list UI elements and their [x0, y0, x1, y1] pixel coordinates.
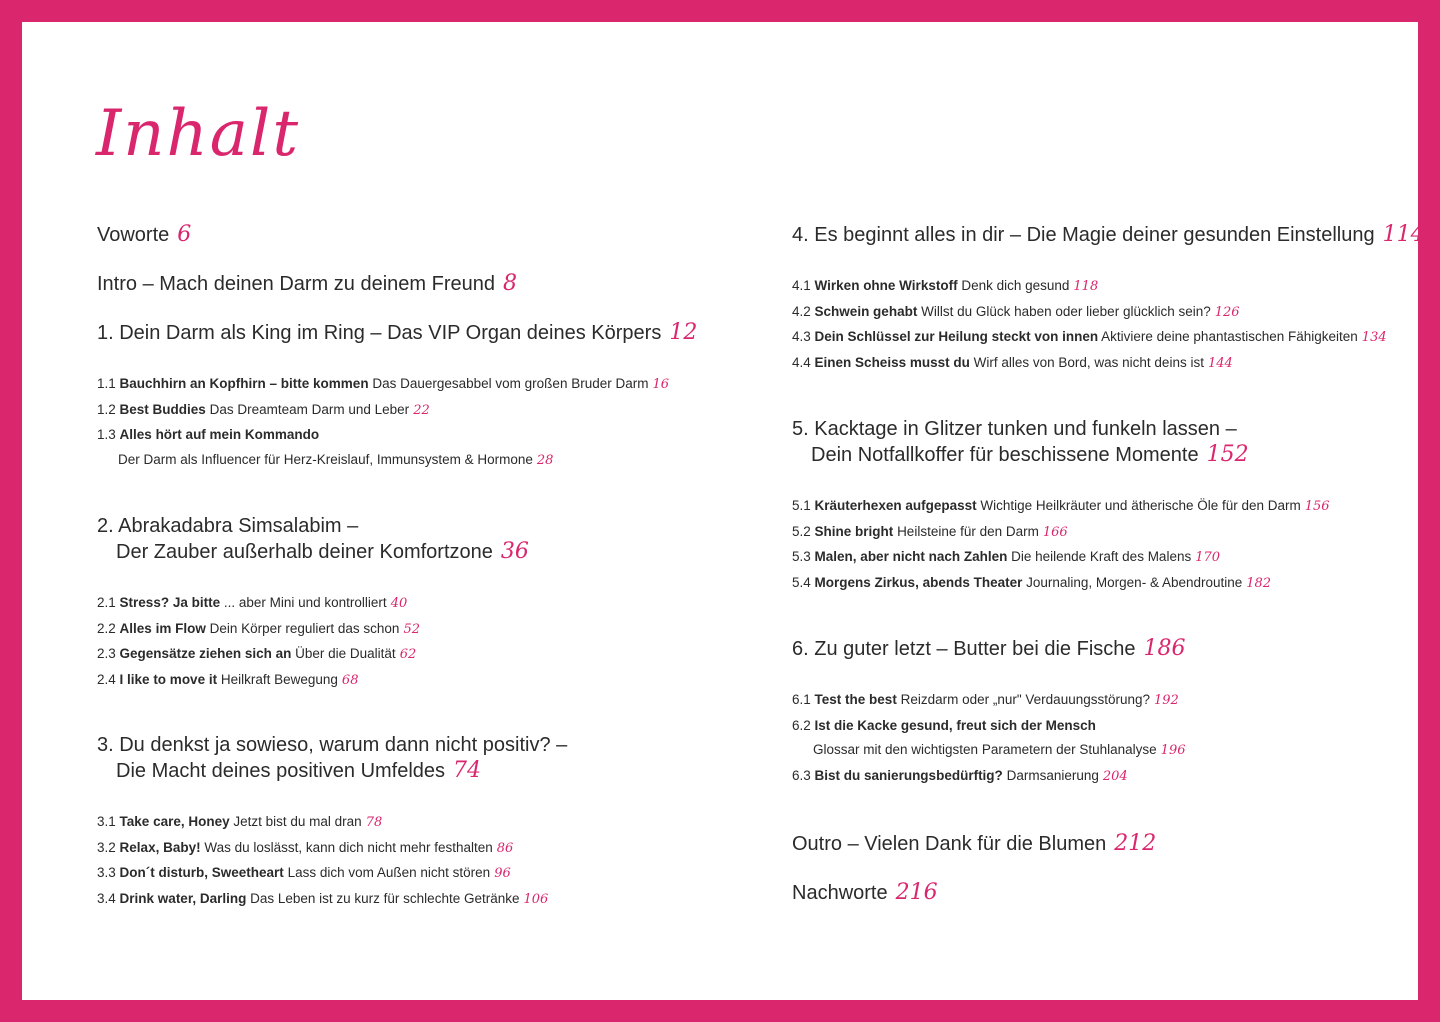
toc-section[interactable]	[792, 545, 1330, 571]
page-number: 86	[496, 840, 514, 856]
page-number: 28	[536, 452, 554, 468]
page-number: 114	[1382, 222, 1425, 247]
section-number: 6.2	[792, 717, 811, 733]
section-title: Bauchhirn an Kopfhirn – bitte kommen	[119, 376, 369, 391]
toc-entry-chapter-6[interactable]	[792, 636, 1186, 662]
chapter-5-sections	[792, 494, 1330, 596]
section-title: Shine bright	[814, 523, 894, 539]
section-subtitle: Der Darm als Influencer für Herz-Kreislauf, Immunsystem & Hormone	[118, 451, 533, 467]
page-number: 36	[500, 539, 529, 564]
toc-section[interactable]	[792, 325, 1387, 351]
section-title: Stress? Ja bitte	[119, 595, 221, 610]
page-number: 134	[1361, 330, 1387, 345]
toc-section[interactable]	[97, 836, 548, 862]
page-number: 68	[341, 672, 359, 688]
section-title: Schwein gehabt	[814, 303, 918, 319]
section-title: Wirken ohne Wirkstoff	[814, 278, 958, 293]
section-title: I like to move it	[119, 671, 218, 687]
section-subtitle: Das Leben ist zu kurz für schlechte Getränke	[250, 890, 520, 906]
section-subtitle: Wirf alles von Bord, was nicht deins ist	[973, 354, 1204, 370]
section-number: 4.1	[792, 278, 811, 293]
page-number: 156	[1304, 499, 1330, 514]
page-number: 212	[1114, 831, 1157, 856]
section-subtitle: Willst du Glück haben oder lieber glücklich sein?	[921, 303, 1211, 319]
page-number: 118	[1073, 279, 1099, 294]
page-number: 52	[403, 621, 420, 637]
toc-section[interactable]	[97, 861, 548, 887]
section-title: Ist die Kacke gesund, freut sich der Mensch	[814, 717, 1096, 733]
page-number: 144	[1207, 355, 1233, 371]
toc-section[interactable]	[97, 617, 420, 643]
toc-entry-chapter-5[interactable]	[792, 417, 1249, 468]
page-number: 96	[494, 866, 511, 881]
section-title: Dein Schlüssel zur Heilung steckt von innen	[814, 329, 1099, 344]
toc-entry-nachworte[interactable]	[792, 880, 938, 906]
toc-section[interactable]	[792, 764, 1186, 790]
chapter-title: Intro – Mach deinen Darm zu deinem Freund	[97, 273, 495, 295]
book-page	[22, 22, 1425, 1000]
section-number: 1.1	[97, 376, 116, 391]
section-subtitle: Aktiviere deine phantastischen Fähigkeiten	[1101, 329, 1358, 344]
section-title: Morgens Zirkus, abends Theater	[814, 574, 1023, 590]
toc-entry-vorworte[interactable]	[97, 222, 191, 248]
section-subtitle: Wichtige Heilkräuter und ätherische Öle für den Darm	[980, 498, 1301, 513]
section-title: Don´t disturb, Sweetheart	[119, 865, 284, 880]
section-number: 2.1	[97, 595, 116, 610]
section-number: 6.3	[792, 767, 811, 783]
toc-section[interactable]	[792, 520, 1330, 546]
section-subtitle: Darmsanierung	[1006, 767, 1099, 783]
page-number: 6	[177, 222, 192, 247]
section-title: Malen, aber nicht nach Zahlen	[814, 549, 1008, 564]
chapter-title: Outro – Vielen Dank für die Blumen	[792, 833, 1107, 855]
chapter-title-line-1: 3. Du denkst ja sowieso, warum dann nicht positiv? –	[97, 734, 568, 756]
section-subtitle: Heilsteine für den Darm	[897, 523, 1039, 539]
section-title: Gegensätze ziehen sich an	[119, 646, 292, 661]
page-number: 152	[1206, 442, 1249, 467]
chapter-title-line-2: Der Zauber außerhalb deiner Komfortzone	[116, 541, 493, 563]
chapter-3-sections	[97, 810, 548, 912]
section-title: Einen Scheiss musst du	[814, 354, 970, 370]
chapter-title-line-2: Dein Notfallkoffer für beschissene Momente	[811, 444, 1199, 466]
section-number: 3.2	[97, 839, 116, 855]
section-title: Bist du sanierungsbedürftig?	[814, 767, 1003, 783]
toc-section[interactable]	[792, 494, 1330, 520]
section-number: 2.2	[97, 620, 116, 636]
section-number: 4.3	[792, 329, 811, 344]
toc-section[interactable]	[97, 423, 669, 448]
section-title: Kräuterhexen aufgepasst	[814, 498, 977, 513]
section-title: Relax, Baby!	[119, 839, 201, 855]
chapter-4-sections	[792, 274, 1387, 376]
page-number: 40	[390, 596, 408, 611]
chapter-title-line-1: 5. Kacktage in Glitzer tunken und funkeln lassen –	[792, 418, 1237, 440]
toc-entry-chapter-4[interactable]	[792, 222, 1425, 248]
toc-section-continuation[interactable]	[792, 738, 1186, 764]
page-number: 78	[365, 815, 383, 830]
section-title: Alles hört auf mein Kommando	[119, 427, 320, 442]
page-number: 204	[1102, 768, 1128, 784]
section-title: Best Buddies	[119, 401, 206, 417]
section-subtitle: Journaling, Morgen- & Abendroutine	[1026, 574, 1243, 590]
section-subtitle: Glossar mit den wichtigsten Parametern der Stuhlanalyse	[813, 742, 1157, 757]
page-number: 170	[1195, 550, 1221, 565]
section-subtitle: Lass dich vom Außen nicht stören	[287, 865, 491, 880]
page-number: 182	[1246, 575, 1272, 591]
section-subtitle: Jetzt bist du mal dran	[233, 814, 362, 829]
section-title: Test the best	[814, 692, 897, 707]
toc-section[interactable]	[97, 398, 669, 424]
section-subtitle: Dein Körper reguliert das schon	[209, 620, 400, 636]
page-number: 62	[399, 647, 417, 662]
section-title: Take care, Honey	[119, 814, 230, 829]
section-number: 2.3	[97, 646, 116, 661]
section-subtitle: Das Dreamteam Darm und Leber	[209, 401, 410, 417]
section-number: 1.3	[97, 427, 116, 442]
toc-section[interactable]	[792, 300, 1387, 326]
chapter-title: Nachworte	[792, 882, 888, 904]
page-number: 106	[523, 891, 549, 907]
section-number: 4.2	[792, 303, 811, 319]
chapter-title: 6. Zu guter letzt – Butter bei die Fische	[792, 638, 1136, 660]
section-number: 5.2	[792, 523, 811, 539]
chapter-title-line-1: 2. Abrakadabra Simsalabim –	[97, 515, 359, 537]
toc-entry-intro[interactable]	[97, 271, 517, 297]
chapter-title: 1. Dein Darm als King im Ring – Das VIP Organ deines Körpers	[97, 322, 662, 344]
toc-section[interactable]	[97, 668, 420, 694]
toc-section[interactable]	[97, 642, 420, 668]
section-subtitle: ... aber Mini und kontrolliert	[223, 595, 387, 610]
section-title: Drink water, Darling	[119, 890, 247, 906]
chapter-6-sections	[792, 688, 1186, 789]
section-subtitle: Das Dauergesabbel vom großen Bruder Darm	[372, 376, 649, 391]
section-subtitle: Über die Dualität	[295, 646, 396, 661]
section-number: 6.1	[792, 692, 811, 707]
section-number: 4.4	[792, 354, 811, 370]
toc-section[interactable]	[97, 372, 669, 398]
page-number: 192	[1154, 693, 1179, 708]
page-number: 16	[652, 377, 670, 392]
section-number: 1.2	[97, 401, 116, 417]
section-subtitle: Reizdarm oder „nur" Verdauungsstörung?	[900, 692, 1151, 707]
toc-entry-outro[interactable]	[792, 831, 1156, 857]
page-number: 186	[1143, 636, 1186, 661]
page-number: 12	[669, 320, 698, 345]
section-subtitle: Denk dich gesund	[961, 278, 1070, 293]
chapter-2-sections	[97, 591, 420, 693]
chapter-title: Voworte	[97, 224, 170, 246]
toc-section[interactable]	[97, 591, 420, 617]
page-number: 196	[1160, 743, 1186, 758]
toc-section[interactable]	[792, 571, 1330, 597]
section-number: 3.3	[97, 865, 116, 880]
section-number: 5.1	[792, 498, 811, 513]
section-subtitle: Die heilende Kraft des Malens	[1011, 549, 1192, 564]
section-number: 3.1	[97, 814, 116, 829]
toc-section[interactable]	[792, 351, 1387, 377]
toc-section[interactable]	[792, 714, 1186, 739]
toc-section[interactable]	[792, 274, 1387, 300]
section-number: 2.4	[97, 671, 116, 687]
section-number: 5.3	[792, 549, 811, 564]
page-number: 166	[1042, 524, 1068, 540]
section-title: Alles im Flow	[119, 620, 206, 636]
toc-entry-chapter-3[interactable]	[97, 733, 567, 784]
section-number: 5.4	[792, 574, 811, 590]
toc-entry-chapter-1[interactable]	[97, 320, 697, 346]
page-title: Inhalt	[96, 97, 301, 171]
page-number: 74	[453, 758, 482, 783]
section-number: 3.4	[97, 890, 116, 906]
page-number: 216	[895, 880, 938, 905]
page-number: 22	[413, 402, 430, 418]
chapter-1-sections	[97, 372, 669, 473]
chapter-title: 4. Es beginnt alles in dir – Die Magie deiner gesunden Einstellung	[792, 224, 1375, 246]
page-number: 126	[1214, 304, 1240, 320]
toc-entry-chapter-2[interactable]	[97, 514, 529, 565]
toc-section[interactable]	[792, 688, 1186, 714]
section-subtitle: Heilkraft Bewegung	[220, 671, 338, 687]
toc-section-continuation[interactable]	[97, 448, 669, 474]
toc-section[interactable]	[97, 887, 548, 913]
toc-section[interactable]	[97, 810, 548, 836]
page-number: 8	[502, 271, 517, 296]
chapter-title-line-2: Die Macht deines positiven Umfeldes	[116, 760, 446, 782]
section-subtitle: Was du loslässt, kann dich nicht mehr festhalten	[204, 839, 493, 855]
